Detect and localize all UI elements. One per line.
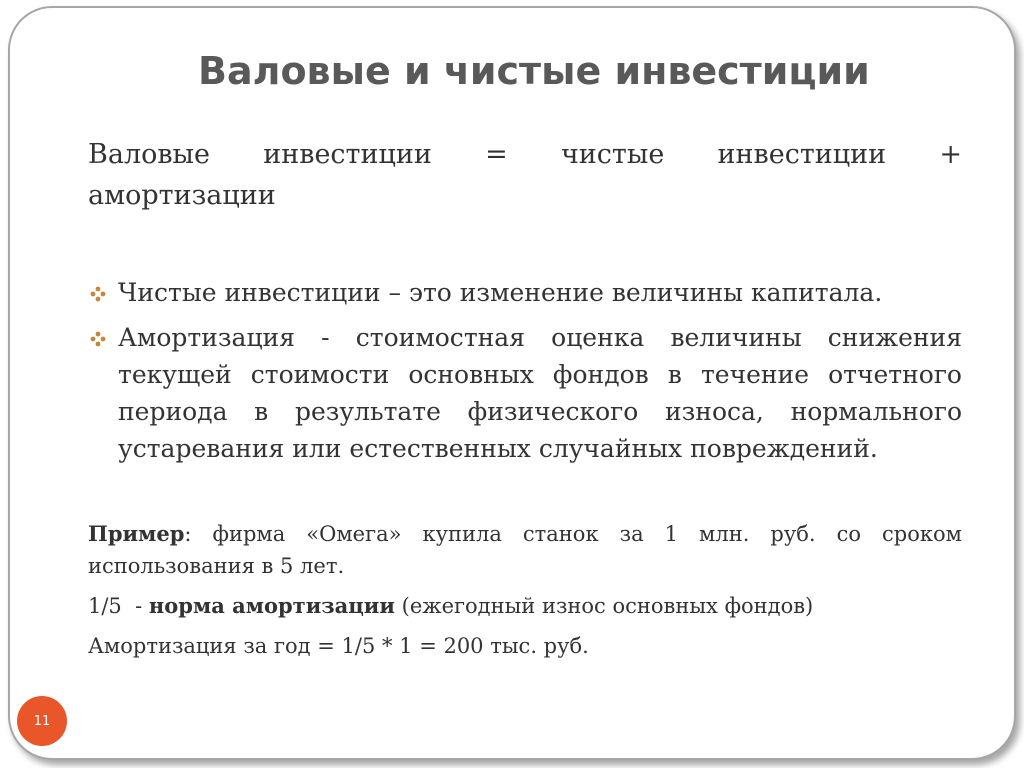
annual-line: Амортизация за год = 1/5 * 1 = 200 тыс. руб. [88,634,589,658]
example-label-suffix: : [184,522,192,546]
formula-word: Валовые [88,139,211,170]
formula-line-1 [88,134,962,175]
rate-line [88,590,962,622]
formula-word: = [485,139,508,170]
rate-prefix: 1/5 - [88,594,149,618]
rate-note: (ежегодный износ основных фондов) [394,594,814,618]
formula-word: инвестиции [717,139,887,170]
slide-title: Валовые и чистые инвестиции [198,49,870,93]
bullet-text: Амортизация - стоимостная оценка величины снижения текущей стоимости основных фондов в течение отчетного периода в результате физического износа, нормального устаревания или естественных случайных повреждений. [118,323,962,463]
bullet-item [88,319,962,467]
formula-word: инвестиции [263,139,432,170]
formula-word: + [939,139,962,170]
formula-line-2: амортизации [88,180,276,211]
formula [88,134,962,216]
diamond-dots-icon [90,286,106,302]
example-paragraph [88,518,962,582]
bullet-text: Чистые инвестиции – это изменение величины капитала. [118,278,883,307]
example-text: фирма «Омега» купила станок за 1 млн. руб. со сроком использования в 5 лет. [88,522,962,578]
formula-word: чистые [560,139,665,170]
example-label: Пример [88,521,185,546]
page-number-badge: 11 [17,696,67,746]
diamond-dots-icon [90,331,106,347]
example-block [88,518,962,670]
bullet-item [88,274,962,311]
bullet-list [88,274,962,475]
rate-label: норма амортизации [148,593,395,618]
